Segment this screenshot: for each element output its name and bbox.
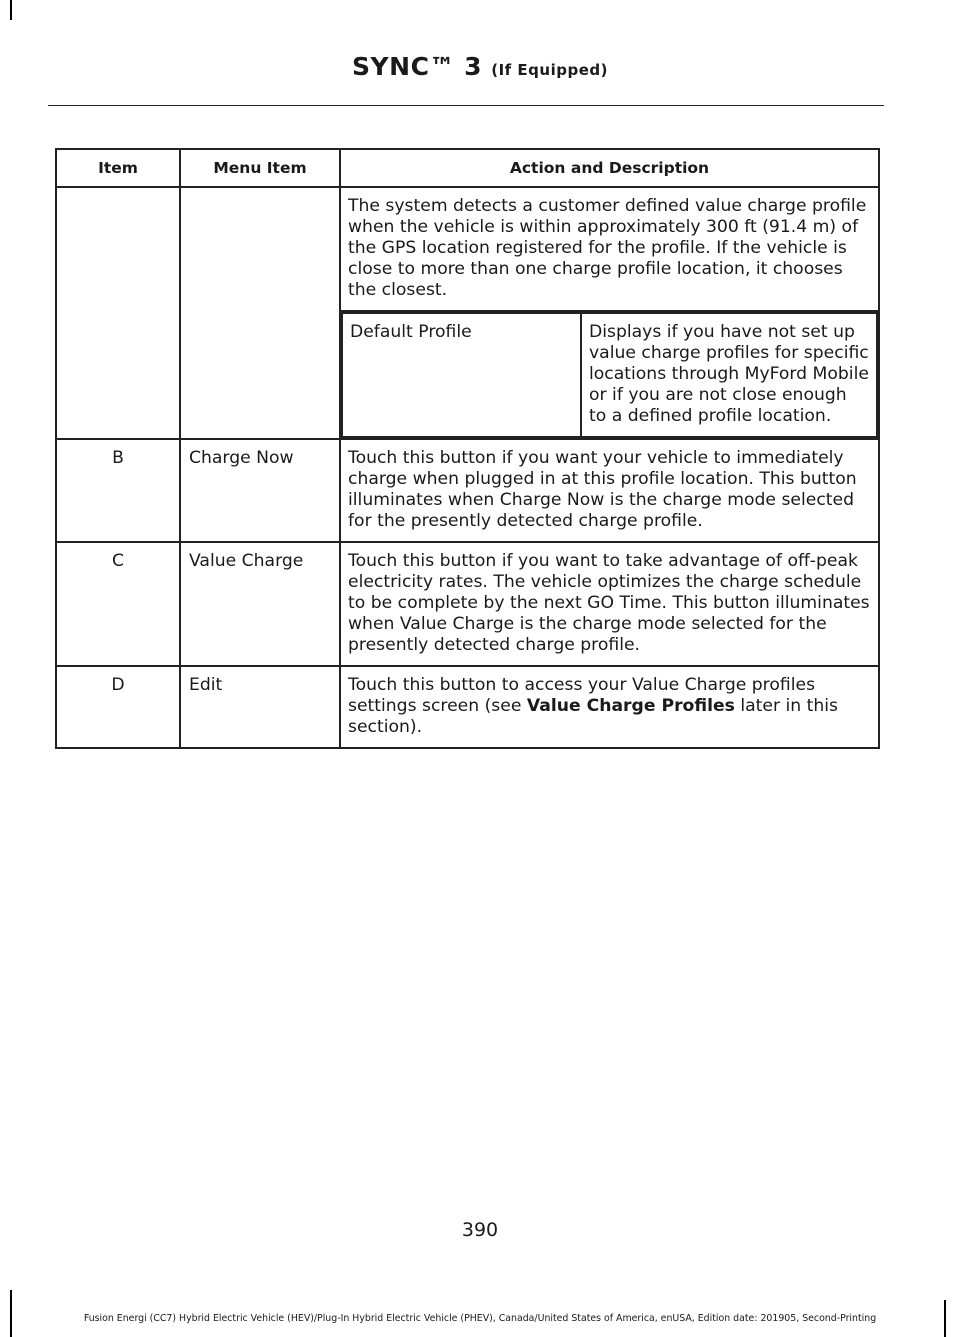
crop-mark-bottom-right <box>944 1300 946 1337</box>
header-subtitle: (If Equipped) <box>491 61 608 79</box>
charge-now-description: Touch this button if you want your vehicle to immediately charge when plugged in at this profile location. This button illuminates when Charge Now is the charge mode selected for the presently detected charge profile. <box>348 448 857 531</box>
edit-description <box>341 667 878 747</box>
crop-mark-top-left <box>10 0 12 20</box>
menu-edit: Edit <box>189 675 223 695</box>
default-profile-definition: Displays if you have not set up value charge profiles for specific locations through MyFord Mobile or if you are not close enough to a defined profile location. <box>589 322 869 426</box>
header-divider <box>48 105 884 106</box>
nested-table <box>341 312 878 438</box>
page-header <box>0 52 960 81</box>
footer-edition-note: Fusion Energi (CC7) Hybrid Electric Vehicle (HEV)/Plug-In Hybrid Electric Vehicle (PHEV), Canada/United States of America, enUSA, Edition date: 201905, Second-Printing <box>83 1313 877 1324</box>
menu-charge-now: Charge Now <box>189 448 294 468</box>
item-c: C <box>111 551 124 571</box>
table-row <box>56 187 879 439</box>
nested-row <box>342 313 877 437</box>
menu-value-charge: Value Charge <box>189 551 304 571</box>
value-charge-profiles-reference: Value Charge Profiles <box>526 696 735 716</box>
item-b: B <box>112 448 124 468</box>
column-header-item: Item <box>56 149 180 187</box>
edit-description-pre: Touch this button to access your Value Charge profiles settings screen (see <box>348 675 816 716</box>
page-number: 390 <box>461 1219 499 1241</box>
column-header-menu-item: Menu Item <box>180 149 340 187</box>
column-header-action: Action and Description <box>340 149 879 187</box>
crop-mark-bottom-left <box>10 1290 12 1337</box>
edit-description-post: later in this section). <box>348 696 838 737</box>
value-charge-description: Touch this button if you want to take advantage of off-peak electricity rates. The vehicle optimizes the charge schedule to be complete by the next GO Time. This button illuminates when Value Charge is the charge mode selected for the presently detected charge profile. <box>348 551 870 655</box>
profile-detection-description: The system detects a customer defined value charge profile when the vehicle is within approximately 300 ft (91.4 m) of the GPS location registered for the profile. If the vehicle is close to more than one charge profile location, it chooses the closest. <box>341 188 878 312</box>
item-d: D <box>111 675 125 695</box>
description-cell <box>340 187 879 439</box>
menu-table <box>55 148 880 749</box>
menu-cell-empty <box>180 187 340 439</box>
item-cell-empty <box>56 187 180 439</box>
table-header-row <box>56 149 879 187</box>
table-row <box>56 542 879 666</box>
table-row <box>56 439 879 542</box>
table-row <box>56 666 879 748</box>
header-title: SYNC™ 3 <box>352 52 483 81</box>
default-profile-term: Default Profile <box>350 322 472 342</box>
